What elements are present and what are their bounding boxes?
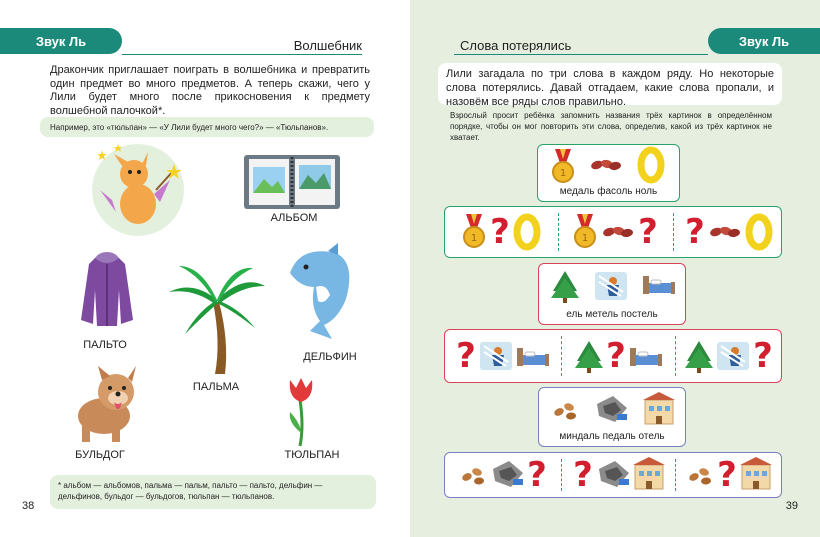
question-mark-icon: ?: [606, 336, 626, 376]
almond-icon: [459, 455, 487, 495]
hotel-icon: [633, 455, 665, 495]
bed-icon: [516, 334, 550, 378]
picture-label-bulldog: БУЛЬДОГ: [75, 449, 125, 461]
row3-pictures: [539, 388, 687, 432]
puzzle-row2: [444, 329, 782, 383]
medal-icon: [572, 210, 598, 254]
puzzle-row3-set1: [449, 453, 557, 497]
sound-tab-right: [708, 28, 820, 54]
palm-icon: [165, 262, 269, 377]
blizzard-icon: [479, 334, 513, 378]
picture-label-album: АЛЬБОМ: [270, 212, 318, 224]
tree-icon: [685, 334, 713, 378]
sound-tab: [0, 28, 122, 54]
question-mark-icon: ?: [717, 455, 737, 495]
picture-label-palm: ПАЛЬМА: [192, 381, 240, 393]
tulip-icon: [284, 376, 318, 448]
beans-icon: [708, 210, 742, 254]
sound-tab-right-label: Звук Ль: [738, 33, 790, 49]
question-mark-icon: ?: [527, 455, 547, 495]
question-mark-icon: ?: [573, 455, 593, 495]
picture-label-dolphin: ДЕЛЬФИН: [303, 351, 357, 363]
puzzle-row2-set3: [679, 330, 779, 382]
puzzle-row3: [444, 452, 782, 498]
bulldog-icon: [68, 366, 146, 444]
zero-icon: [745, 210, 773, 254]
puzzle-row2-set2: [565, 330, 673, 382]
header-rule: [122, 54, 362, 55]
zero-icon: [513, 210, 541, 254]
puzzle-row2-set1: [449, 330, 557, 382]
question-mark-icon: ?: [685, 212, 705, 252]
instruction-text: Взрослый просит ребёнка запомнить названия трёх картинок в определённом порядке, чтобы он мог повторить эти слова, определив, какой из трёх картинок не хватает.: [450, 111, 772, 142]
question-mark-icon: ?: [753, 336, 773, 376]
medal-icon: [461, 210, 487, 254]
medal-icon: [553, 149, 573, 182]
answer-card-row2: [538, 263, 686, 325]
bed-icon: [629, 334, 663, 378]
question-mark-icon: ?: [456, 336, 476, 376]
blizzard-icon: [716, 334, 750, 378]
page-number-right: 39: [785, 500, 798, 512]
beans-icon: [590, 159, 622, 171]
separator: [673, 213, 674, 251]
hotel-icon: [740, 455, 772, 495]
footnote: * альбом — альбомов, пальма — пальм, пальто — пальто, дельфин — дельфинов, бульдог — бульдогов, тюльпан — тюльпанов.: [50, 475, 376, 509]
dolphin-icon: [280, 243, 358, 343]
row1-words: медаль фасоль ноль: [559, 186, 658, 197]
coat-icon: [75, 250, 139, 330]
separator: [675, 336, 676, 376]
puzzle-row1-set3: [677, 207, 781, 257]
puzzle-row1-set2: [563, 207, 667, 257]
task-text: Лили загадала по три слова в каждом ряду. Но некоторые слова потерялись. Давай отгадаем, какие слова пропали, и назовём все ряды слов правильно.: [438, 63, 782, 105]
separator: [561, 336, 562, 376]
row3-words: миндаль педаль отель: [559, 431, 665, 442]
example-hint: Например, это «тюльпан» — «У Лили будет много чего?» — «Тюльпанов».: [40, 117, 374, 137]
album-icon: [242, 153, 342, 211]
dragon-icon: [88, 140, 188, 240]
puzzle-row3-set3: [679, 453, 779, 497]
separator: [675, 459, 676, 491]
puzzle-row1: [444, 206, 782, 258]
puzzle-row1-set1: [449, 207, 553, 257]
puzzle-row3-set2: [565, 453, 673, 497]
row2-pictures: [539, 264, 687, 308]
intro-text: Дракончик приглашает поиграть в волшебника и превратить один предмет во много предметов. А теперь скажи, чего у Лили будет много после прикосновения к предмету волшебной палочкой*.: [50, 64, 370, 117]
answer-card-row1: [537, 144, 680, 202]
header-rule-right: [454, 54, 708, 55]
page-title: Волшебник: [293, 38, 362, 53]
answer-card-row3: [538, 387, 686, 447]
beans-icon: [601, 210, 635, 254]
picture-label-tulip: ТЮЛЬПАН: [284, 449, 340, 461]
question-mark-icon: ?: [638, 212, 658, 252]
separator: [561, 459, 562, 491]
tree-icon: [575, 334, 603, 378]
sound-tab-label: Звук Ль: [35, 33, 87, 49]
page-title-right: Слова потерялись: [460, 38, 572, 53]
pedal-icon: [596, 455, 630, 495]
row1-pictures: [538, 145, 681, 185]
zero-icon: [641, 150, 661, 180]
pedal-icon: [490, 455, 524, 495]
almond-icon: [686, 455, 714, 495]
separator: [558, 213, 559, 251]
picture-label-coat: ПАЛЬТО: [83, 339, 127, 351]
right-page: [410, 0, 820, 537]
page-number: 38: [22, 500, 35, 512]
question-mark-icon: ?: [490, 212, 510, 252]
row2-words: ель метель постель: [566, 309, 658, 320]
